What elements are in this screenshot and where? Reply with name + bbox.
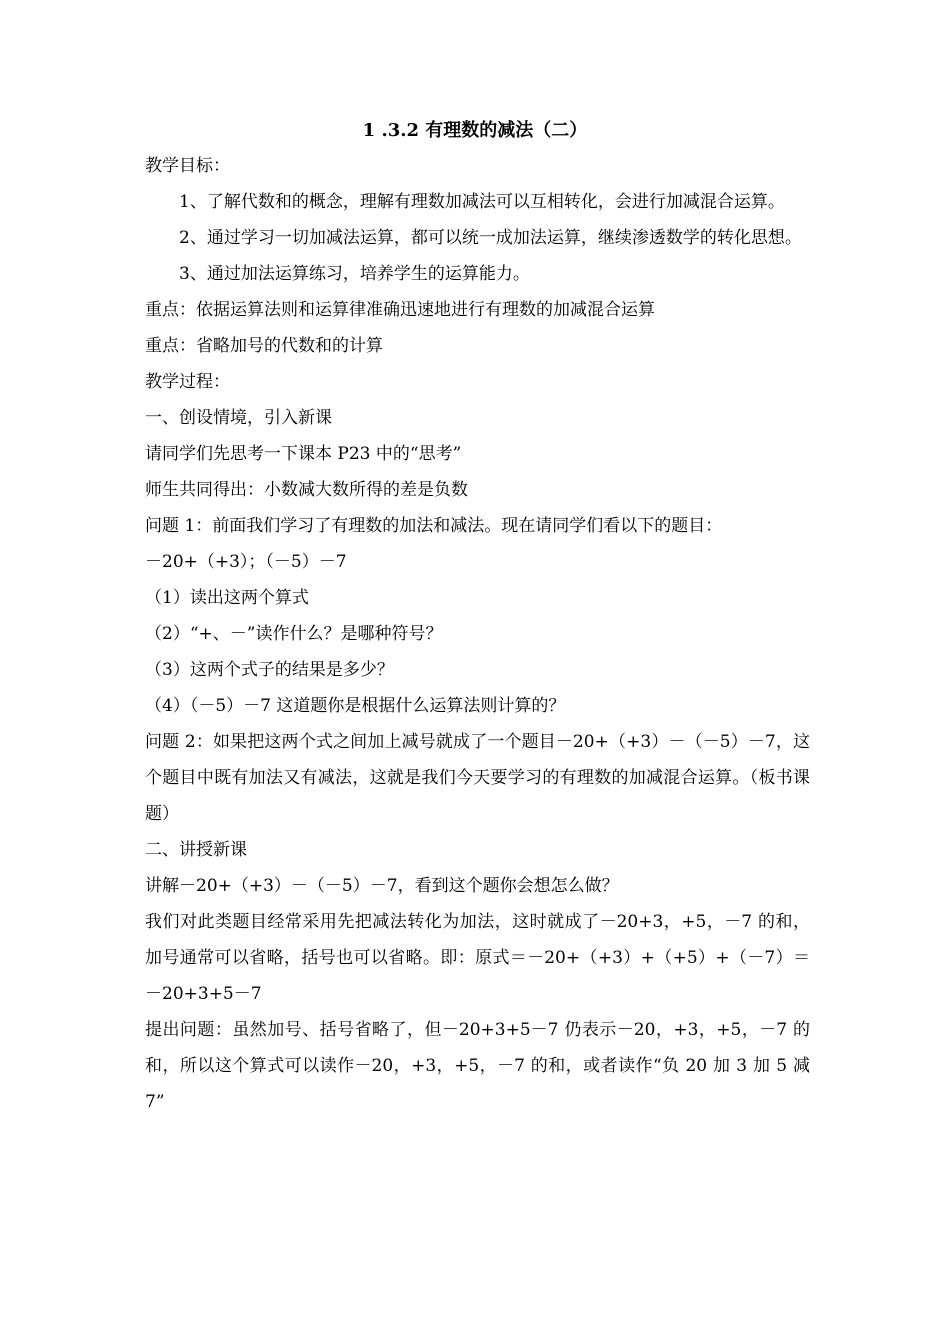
sub-question: （4）（－5）－7 这道题你是根据什么运算法则计算的？ bbox=[145, 696, 566, 716]
sub-question: （1）读出这两个算式 bbox=[145, 588, 309, 608]
key-point: 重点：省略加号的代数和的计算 bbox=[145, 336, 383, 356]
intro-line: 师生共同得出：小数减大数所得的差是负数 bbox=[145, 480, 468, 500]
raise-question: 提出问题：虽然加号、括号省略了，但－20+3+5－7 仍表示－20，+3，+5，－7 的和，所以这个算式可以读作－20，+3，+5，－7 的和，或者读作“负 20 加 3 加 5 减 7” bbox=[145, 1020, 810, 1112]
goals-heading: 教学目标： bbox=[145, 156, 230, 176]
page-title: 1 .3.2 有理数的减法（二） bbox=[362, 120, 588, 141]
goal-item: 1、了解代数和的概念，理解有理数加减法可以互相转化，会进行加减混合运算。 bbox=[179, 192, 785, 212]
question-1: 问题 1：前面我们学习了有理数的加法和减法。现在请同学们看以下的题目： bbox=[145, 516, 723, 536]
section-heading: 二、讲授新课 bbox=[145, 840, 247, 860]
section-heading: 一、创设情境，引入新课 bbox=[145, 408, 332, 428]
sub-question: （3）这两个式子的结果是多少？ bbox=[145, 660, 394, 680]
document-body bbox=[145, 148, 810, 1120]
expressions: －20+（+3）；（－5）－7 bbox=[145, 552, 347, 572]
goal-item: 2、通过学习一切加减法运算，都可以统一成加法运算，继续渗透数学的转化思想。 bbox=[179, 228, 802, 248]
question-2: 问题 2：如果把这两个式之间加上减号就成了一个题目－20+（+3）－（－5）－7，这个题目中既有加法又有减法，这就是我们今天要学习的有理数的加减混合运算。（板书课题） bbox=[145, 732, 810, 824]
explain-line: 讲解－20+（+3）－（－5）－7，看到这个题你会想怎么做？ bbox=[145, 876, 619, 896]
method-paragraph: 我们对此类题目经常采用先把减法转化为加法，这时就成了－20+3，+5，－7 的和，加号通常可以省略，括号也可以省略。即：原式＝－20+（+3）+（+5）+（－7）＝－20+3+5－7 bbox=[145, 912, 810, 1004]
intro-line: 请同学们先思考一下课本 P23 中的“思考” bbox=[145, 444, 462, 464]
goal-item: 3、通过加法运算练习，培养学生的运算能力。 bbox=[179, 264, 530, 284]
sub-question: （2）“+、－”读作什么？是哪种符号？ bbox=[145, 624, 443, 644]
key-point: 重点：依据运算法则和运算律准确迅速地进行有理数的加减混合运算 bbox=[145, 300, 655, 320]
process-heading: 教学过程： bbox=[145, 372, 230, 392]
